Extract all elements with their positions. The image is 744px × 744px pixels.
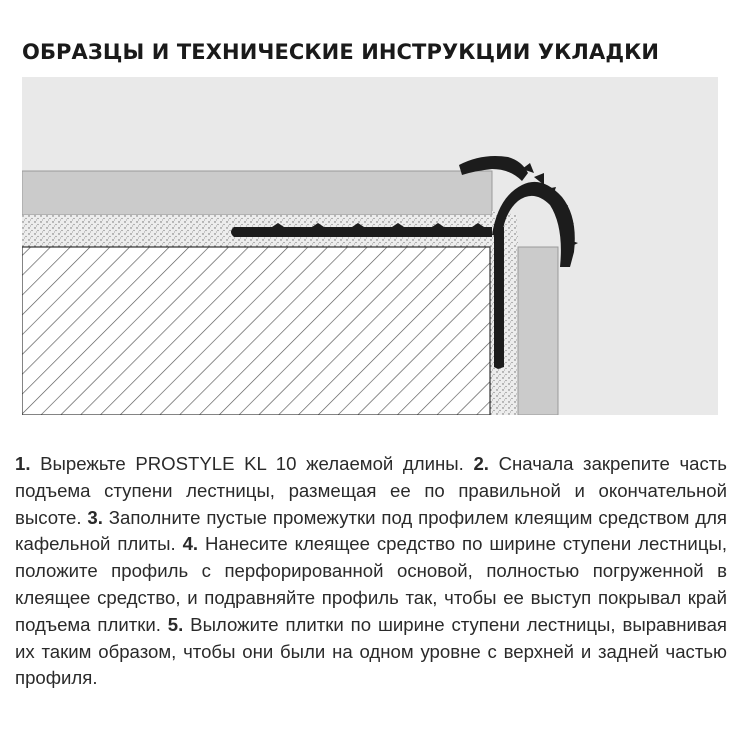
step-text: Вырежьте PROSTYLE KL 10 желаемой длины. [30,453,474,474]
step-text: Заполните пустые промежутки под профилем клеящим средством для кафельной плиты. [15,506,727,555]
instructions-text [15,451,727,692]
tread-tile [22,171,492,215]
step-text: Сначала закрепите часть подъема ступени лестницы, размещая ее по правильной и окончательной высоте. [15,453,727,528]
step-number: 2. [473,453,489,474]
step-number: 5. [167,613,184,635]
installation-diagram [22,77,718,415]
riser-tile [518,247,558,415]
step-text: Выложите плитки по ширине ступени лестницы, выравнивая их таким образом, чтобы они были на одном уровне с верхней и задней частью профиля. [15,613,727,689]
step-number: 3. [87,506,103,528]
step-number: 4. [182,533,199,555]
step-text: Нанесите клеящее средство по ширине ступени лестницы, положите профиль с перфорированной основой, полностью погруженной в клеящее средство, и подравняйте профиль так, чтобы ее выступ покрывал край подъема плитки. [15,533,727,635]
page-title: ОБРАЗЦЫ И ТЕХНИЧЕСКИЕ ИНСТРУКЦИИ УКЛАДКИ [22,40,660,64]
concrete-step [22,247,490,415]
step-number: 1. [15,453,31,474]
